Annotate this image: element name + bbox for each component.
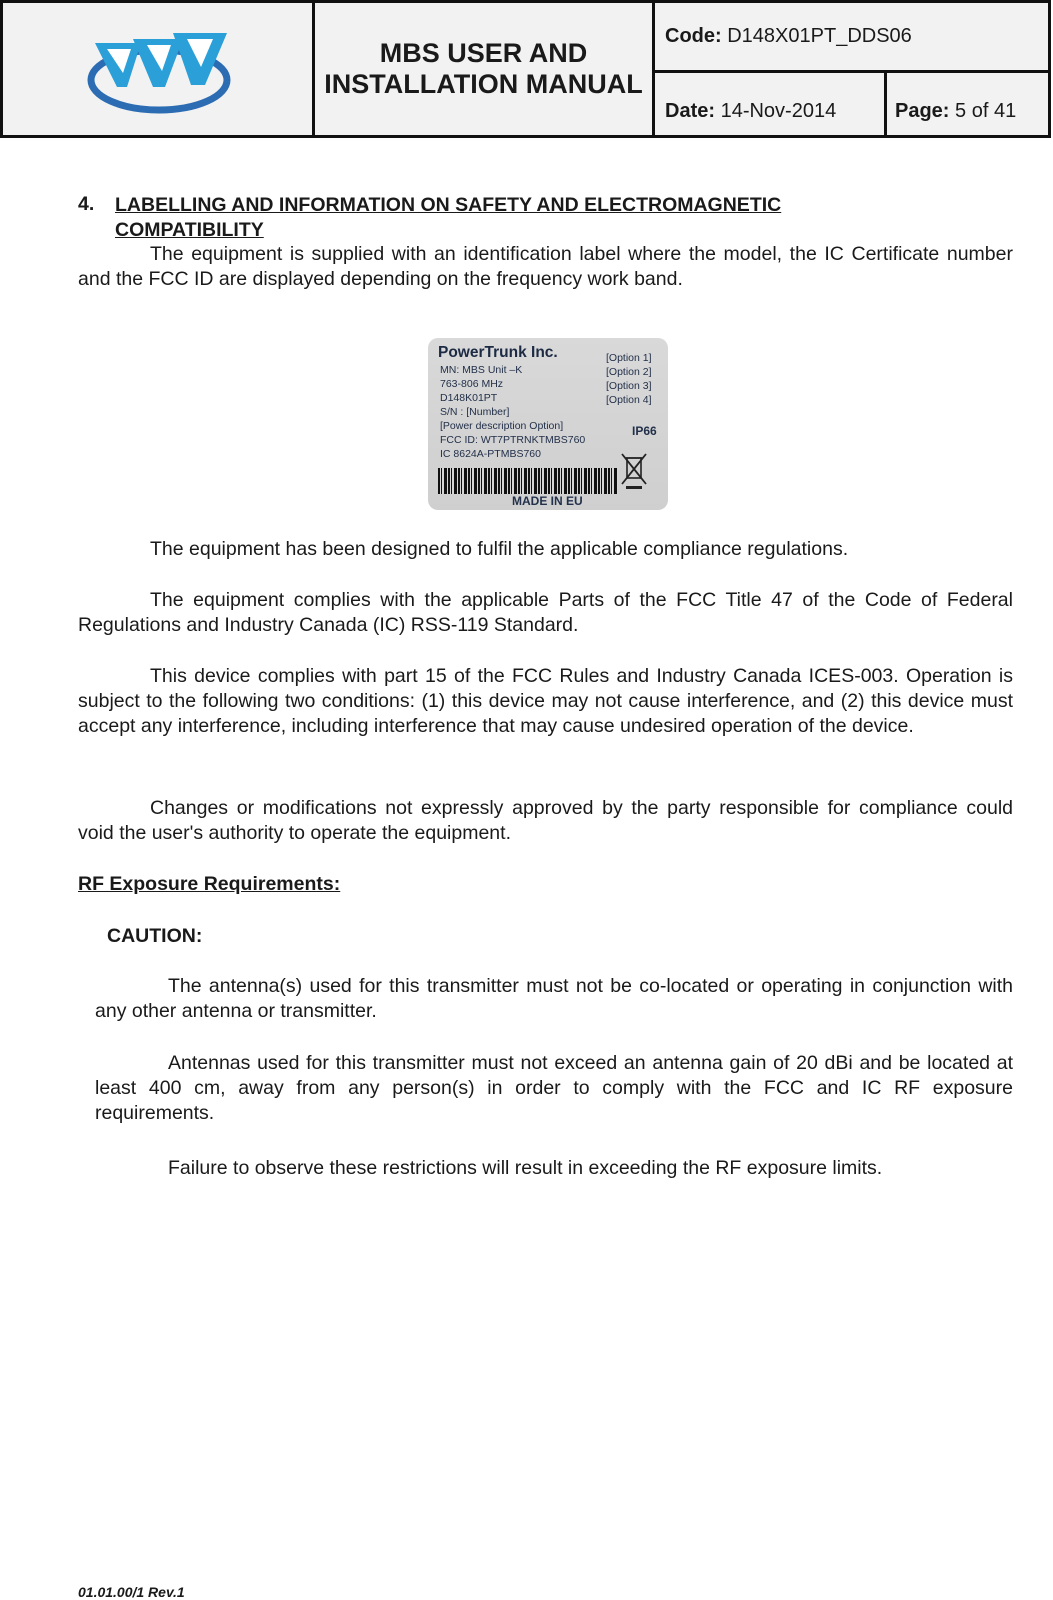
- document-title: MBS USER AND INSTALLATION MANUAL: [315, 3, 655, 135]
- paragraph-modifications: [78, 796, 1013, 846]
- page-field: [887, 73, 1048, 135]
- company-logo-icon: [87, 25, 247, 115]
- label-option: [Option 1]: [606, 352, 652, 364]
- product-label-image: [428, 338, 668, 510]
- page-value: 5 of 41: [955, 100, 1017, 122]
- caution-item: [95, 1051, 1013, 1126]
- label-line: S/N : [Number]: [440, 406, 510, 418]
- paragraph-compliance: [78, 537, 1013, 562]
- date-label: Date:: [665, 100, 716, 122]
- paragraph-text: The equipment is supplied with an identification label where the model, the IC Certificate number and the FCC ID are displayed depending on the frequency work band.: [78, 243, 1013, 290]
- label-origin: MADE IN EU: [512, 494, 583, 508]
- rf-exposure-heading: RF Exposure Requirements:: [78, 873, 341, 895]
- paragraph-text: The equipment has been designed to fulfil the applicable compliance regulations.: [150, 538, 849, 560]
- paragraph-text: Changes or modifications not expressly approved by the party responsible for compliance could void the user's authority to operate the equipment.: [78, 797, 1013, 844]
- caution-item: [95, 1156, 1013, 1181]
- label-brand: PowerTrunk Inc.: [438, 344, 558, 361]
- label-line: [Power description Option]: [440, 420, 564, 432]
- label-option: [Option 3]: [606, 380, 652, 392]
- label-line: 763-806 MHz: [440, 378, 504, 390]
- paragraph-text: This device complies with part 15 of the FCC Rules and Industry Canada ICES-003. Operation is subject to the following two conditions: (1) this device may not cause interference, and (2) this device must accept any interference, including interference that may cause undesired operation of the device.: [78, 665, 1013, 737]
- code-value: D148X01PT_DDS06: [727, 25, 912, 47]
- caution-heading: CAUTION:: [107, 925, 203, 947]
- caution-text: Failure to observe these restrictions will result in exceeding the RF exposure limits.: [168, 1157, 883, 1179]
- label-option: [Option 2]: [606, 366, 652, 378]
- barcode: [438, 468, 618, 494]
- paragraph-part15: [78, 664, 1013, 739]
- paragraph-text: The equipment complies with the applicable Parts of the FCC Title 47 of the Code of Federal Regulations and Industry Canada (IC) RSS-119 Standard.: [78, 589, 1013, 636]
- code-field: [655, 3, 1048, 73]
- label-line: MN: MBS Unit –K: [440, 364, 523, 376]
- caution-text: Antennas used for this transmitter must not exceed an antenna gain of 20 dBi and be located at least 400 cm, away from any person(s) in order to comply with the FCC and IC RF exposure requirements.: [95, 1052, 1013, 1124]
- label-option: [Option 4]: [606, 394, 652, 406]
- date-field: [655, 73, 887, 135]
- label-line: D148K01PT: [440, 392, 498, 404]
- caution-text: The antenna(s) used for this transmitter must not be co-located or operating in conjunction with any other antenna or transmitter.: [95, 975, 1013, 1022]
- date-value: 14-Nov-2014: [720, 100, 837, 122]
- label-line: FCC ID: WT7PTRNKTMBS760: [440, 434, 586, 446]
- section-title: LABELLING AND INFORMATION ON SAFETY AND ELECTROMAGNETIC COMPATIBILITY: [115, 194, 782, 241]
- section-number: 4.: [78, 193, 95, 215]
- paragraph-fcc-title47: [78, 588, 1013, 638]
- code-label: Code:: [665, 25, 722, 47]
- document-header: [0, 0, 1051, 138]
- caution-item: [95, 974, 1013, 1024]
- label-rating: IP66: [632, 424, 657, 438]
- label-line: IC 8624A-PTMBS760: [440, 448, 541, 460]
- weee-bin-icon: [618, 450, 650, 490]
- footer-revision: 01.01.00/1 Rev.1: [78, 1584, 185, 1600]
- page-label: Page:: [895, 100, 950, 122]
- paragraph-intro: [78, 242, 1013, 292]
- logo-cell: [3, 3, 315, 135]
